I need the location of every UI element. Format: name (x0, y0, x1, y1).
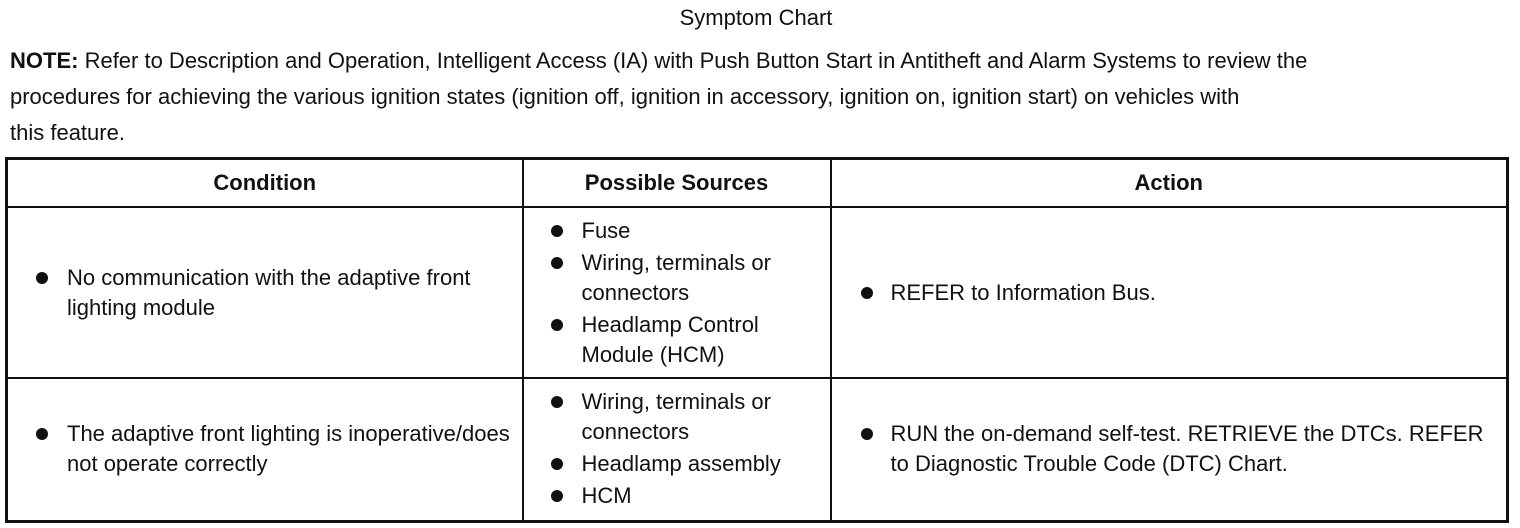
table-header-row (7, 159, 1508, 208)
sources-list (524, 216, 830, 370)
sources-cell (523, 378, 831, 521)
action-list (832, 419, 1507, 479)
condition-list (8, 419, 522, 479)
list-item: Headlamp Control Module (HCM) (551, 310, 830, 370)
list-item: Fuse (551, 216, 830, 246)
list-item: RUN the on-demand self-test. RETRIEVE the DTCs. REFER to Diagnostic Trouble Code (DTC) Chart. (861, 419, 1507, 479)
condition-cell (7, 207, 523, 378)
sources-cell (523, 207, 831, 378)
page-title: Symptom Chart (679, 5, 833, 30)
note-text-1: Refer to Description and Operation, Intelligent Access (IA) with Push Button Start in Antitheft and Alarm Systems to review the (78, 48, 1308, 73)
header-condition: Condition (7, 159, 523, 208)
note-paragraph (10, 43, 1510, 151)
sources-list (524, 387, 830, 511)
action-list (832, 278, 1507, 308)
note-line-3: this feature. (10, 120, 125, 145)
action-cell (831, 378, 1508, 521)
table-row (7, 378, 1508, 521)
list-item: REFER to Information Bus. (861, 278, 1507, 308)
note-line-2: procedures for achieving the various ignition states (ignition off, ignition in accessory, ignition on, ignition start) on vehicles with (10, 84, 1240, 109)
list-item: Headlamp assembly (551, 449, 830, 479)
list-item: Wiring, terminals or connectors (551, 387, 830, 447)
header-possible-sources: Possible Sources (523, 159, 831, 208)
symptom-table (5, 157, 1509, 523)
header-action: Action (831, 159, 1508, 208)
list-item: HCM (551, 481, 830, 511)
condition-list (8, 263, 522, 323)
condition-cell (7, 378, 523, 521)
list-item: The adaptive front lighting is inoperative/does not operate correctly (36, 419, 522, 479)
list-item: Wiring, terminals or connectors (551, 248, 830, 308)
note-label: NOTE: (10, 48, 79, 73)
action-cell (831, 207, 1508, 378)
list-item: No communication with the adaptive front lighting module (36, 263, 522, 323)
note-line-1 (10, 43, 1510, 79)
table-row (7, 207, 1508, 378)
